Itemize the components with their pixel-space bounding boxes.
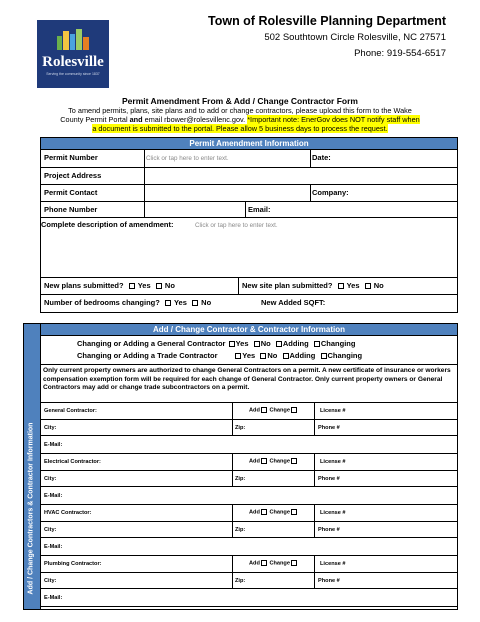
project-address-label: Project Address — [44, 171, 102, 180]
hvac-city-label: City: — [44, 527, 57, 533]
general-email-field[interactable] — [74, 438, 454, 451]
hvac-phone-label: Phone # — [318, 527, 340, 533]
new-plans-row: New plans submitted? Yes No — [44, 281, 175, 290]
plumbing-city-field[interactable] — [62, 574, 230, 586]
hvac-add-checkbox[interactable] — [261, 509, 267, 515]
plumbing-add-change: Add Change — [249, 560, 298, 566]
bedrooms-row: Number of bedrooms changing? Yes No — [44, 298, 212, 307]
general-contractor-label: General Contractor: — [44, 408, 97, 414]
electrical-change-checkbox[interactable] — [291, 458, 297, 464]
trade-contractor-question: Changing or Adding a Trade Contractor — [77, 351, 218, 360]
electrical-city-label: City: — [44, 476, 57, 482]
general-contractor-row: Changing or Adding a General Contractor Yes No Adding Changing — [77, 339, 356, 348]
general-city-label: City: — [44, 425, 57, 431]
intro-line-1: To amend permits, plans, site plans and to add or change contractors, please upload this form to the Wake — [68, 106, 412, 115]
electrical-email-label: E-Mail: — [44, 493, 63, 499]
new-plans-no-checkbox[interactable] — [156, 283, 162, 289]
new-site-plan-label: New site plan submitted? — [242, 281, 333, 290]
important-note-cont: a document is submitted to the portal. Please allow 5 business days to process the request. — [92, 124, 388, 133]
date-label: Date: — [312, 153, 331, 162]
trade-contractor-row: Changing or Adding a Trade Contractor Yes No Adding Changing — [77, 351, 363, 360]
contractor-heading: Add / Change Contractor & Contractor Information — [41, 324, 457, 335]
electrical-license-label: License # — [320, 459, 346, 465]
electrical-phone-label: Phone # — [318, 476, 340, 482]
department-address: 502 Southtown Circle Rolesville, NC 27571 — [264, 32, 446, 43]
plumbing-email-label: E-Mail: — [44, 595, 63, 601]
sidebar-label: Add / Change Contractors & Contractor Information — [27, 422, 35, 595]
plumbing-change-checkbox[interactable] — [291, 560, 297, 566]
phone-number-label: Phone Number — [44, 205, 98, 214]
tc-yes-checkbox[interactable] — [235, 353, 241, 359]
electrical-contractor-label: Electrical Contractor: — [44, 459, 101, 465]
general-phone-label: Phone # — [318, 425, 340, 431]
general-change-checkbox[interactable] — [291, 407, 297, 413]
department-phone: Phone: 919-554-6517 — [354, 48, 446, 59]
form-title: Permit Amendment From & Add / Change Contractor Form — [122, 96, 358, 106]
logo-tagline: Serving the community since 1837 — [46, 72, 100, 76]
permit-number-field[interactable]: Click or tap here to enter text. — [146, 155, 229, 162]
new-plans-yes-checkbox[interactable] — [129, 283, 135, 289]
electrical-zip-label: Zip: — [235, 476, 246, 482]
town-logo — [37, 20, 109, 88]
logo-text: Rolesville — [42, 54, 104, 70]
hvac-contractor-field[interactable] — [100, 507, 230, 519]
skyline-icon — [55, 28, 91, 50]
department-title: Town of Rolesville Planning Department — [208, 14, 446, 28]
electrical-city-field[interactable] — [62, 472, 230, 484]
description-label: Complete description of amendment: — [41, 220, 174, 229]
company-label: Company: — [312, 188, 349, 197]
gc-yes-checkbox[interactable] — [229, 341, 235, 347]
plumbing-zip-label: Zip: — [235, 578, 246, 584]
company-field[interactable] — [356, 186, 456, 200]
description-field[interactable]: Click or tap here to enter text. — [195, 222, 278, 229]
tc-adding-checkbox[interactable] — [283, 353, 289, 359]
bedrooms-yes-checkbox[interactable] — [165, 300, 171, 306]
general-license-label: License # — [320, 408, 346, 414]
electrical-add-checkbox[interactable] — [261, 458, 267, 464]
general-email-label: E-Mail: — [44, 442, 63, 448]
plumbing-city-label: City: — [44, 578, 57, 584]
email-field[interactable] — [276, 203, 456, 216]
general-contractor-field[interactable] — [100, 405, 230, 417]
amendment-heading: Permit Amendment Information — [41, 138, 457, 149]
hvac-contractor-label: HVAC Contractor: — [44, 510, 92, 516]
plumbing-license-label: License # — [320, 561, 346, 567]
project-address-field[interactable] — [146, 169, 456, 183]
hvac-license-label: License # — [320, 510, 346, 516]
sqft-label: New Added SQFT: — [261, 298, 326, 307]
general-add-checkbox[interactable] — [261, 407, 267, 413]
hvac-add-change: Add Change — [249, 509, 298, 515]
gc-changing-checkbox[interactable] — [314, 341, 320, 347]
hvac-email-field[interactable] — [74, 540, 454, 553]
owner-notice: Only current property owners are authorized to change General Contractors on a permit. A new certificate of insurance or workers compensation exemption form will be required for each change of General Contractor. Only current property owners or General Contractors may add or change trade subcontractors on a permit. — [43, 367, 451, 391]
permit-contact-field[interactable] — [146, 186, 308, 200]
bedrooms-label: Number of bedrooms changing? — [44, 298, 160, 307]
tc-changing-checkbox[interactable] — [321, 353, 327, 359]
email-label: Email: — [248, 205, 271, 214]
gc-no-checkbox[interactable] — [254, 341, 260, 347]
gc-adding-checkbox[interactable] — [276, 341, 282, 347]
plumbing-phone-label: Phone # — [318, 578, 340, 584]
tc-no-checkbox[interactable] — [260, 353, 266, 359]
plumbing-email-field[interactable] — [74, 591, 454, 604]
general-zip-label: Zip: — [235, 425, 246, 431]
general-contractor-question: Changing or Adding a General Contractor — [77, 339, 226, 348]
hvac-email-label: E-Mail: — [44, 544, 63, 550]
hvac-zip-label: Zip: — [235, 527, 246, 533]
new-site-plan-row: New site plan submitted? Yes No — [242, 281, 384, 290]
site-plan-yes-checkbox[interactable] — [338, 283, 344, 289]
plumbing-contractor-field[interactable] — [100, 558, 230, 570]
hvac-city-field[interactable] — [62, 523, 230, 535]
new-plans-label: New plans submitted? — [44, 281, 124, 290]
site-plan-no-checkbox[interactable] — [365, 283, 371, 289]
permit-contact-label: Permit Contact — [44, 188, 98, 197]
plumbing-add-checkbox[interactable] — [261, 560, 267, 566]
electrical-email-field[interactable] — [74, 489, 454, 502]
intro-line-2: County Permit Portal and email rbower@rolesvillenc.gov. *Important note: EnerGov does NOT notify staff when — [60, 115, 420, 124]
bedrooms-no-checkbox[interactable] — [192, 300, 198, 306]
hvac-change-checkbox[interactable] — [291, 509, 297, 515]
date-field[interactable] — [332, 151, 456, 165]
electrical-contractor-field[interactable] — [100, 456, 230, 468]
intro-text — [40, 106, 440, 133]
general-add-change: Add Change — [249, 407, 298, 413]
permit-number-label: Permit Number — [44, 153, 98, 162]
general-city-field[interactable] — [62, 421, 230, 433]
electrical-add-change: Add Change — [249, 458, 298, 464]
plumbing-contractor-label: Plumbing Contractor: — [44, 561, 102, 567]
important-note: *Important note: EnerGov does NOT notify staff when — [247, 115, 420, 124]
phone-number-field[interactable] — [146, 203, 243, 216]
